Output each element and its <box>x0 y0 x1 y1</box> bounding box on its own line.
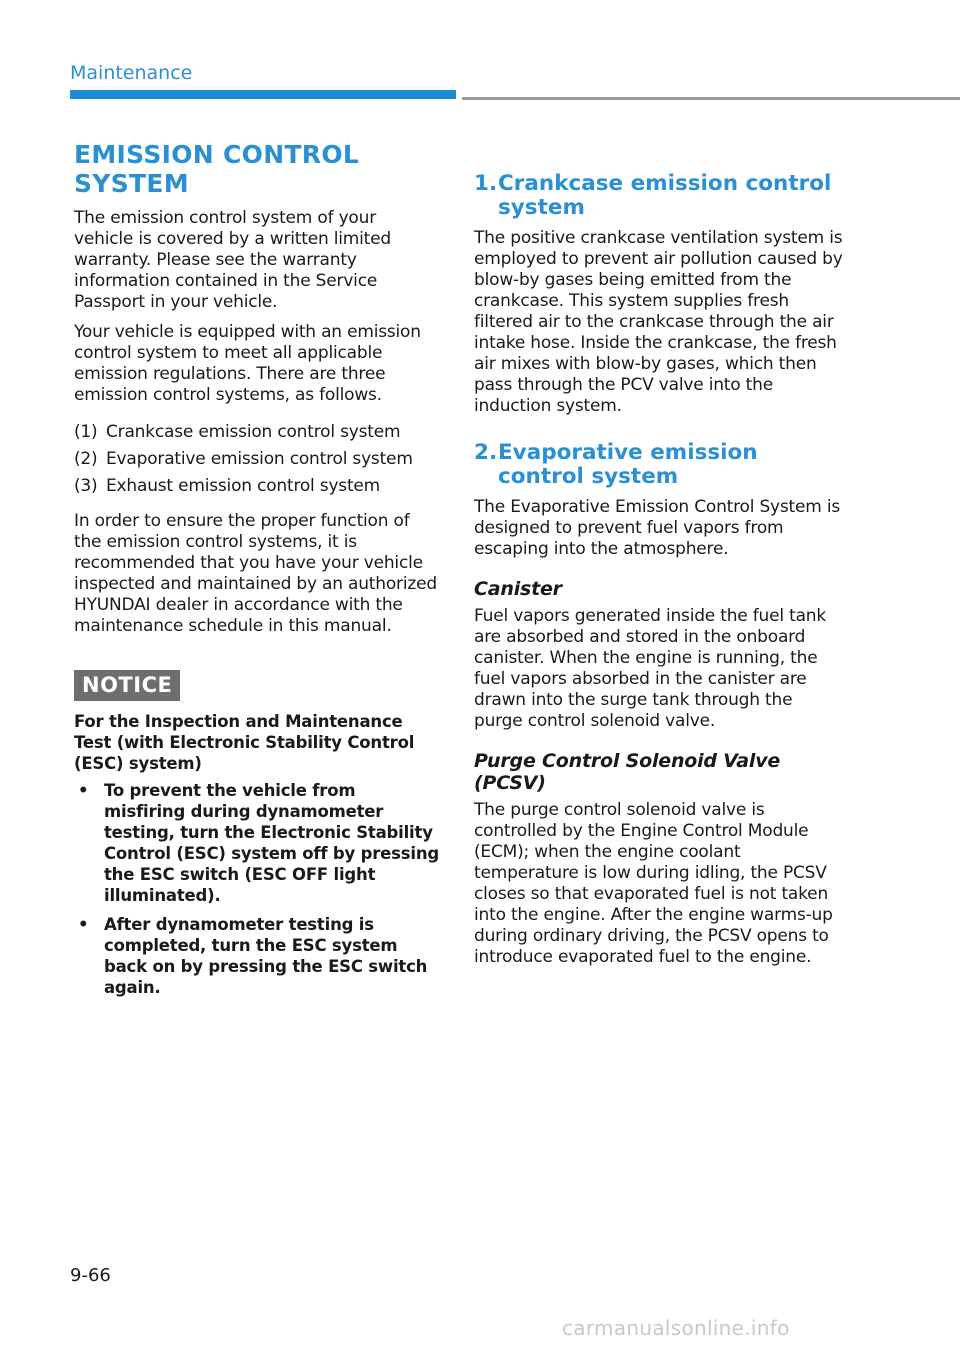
crankcase-paragraph: The positive crankcase ventilation system is employed to prevent air pollution caused by blow-by gases being emitted from the crankcase. This system supplies fresh filtered air to the crankcase through the air intake hose. Inside the crankcase, the fresh air mixes with blow-by gases, which then pass through the PCV valve into the induction system. <box>474 228 843 416</box>
list-item: • After dynamometer testing is completed, turn the ESC system back on by pressing the ESC switch again. <box>74 914 440 998</box>
notice-heading: For the Inspection and Maintenance Test (with Electronic Stability Control (ESC) system) <box>74 712 415 773</box>
notice-badge: NOTICE <box>74 670 180 701</box>
header-accent-bar <box>70 90 456 99</box>
pcsv-heading: Purge Control Solenoid Valve (PCSV) <box>474 750 781 794</box>
list-item: • To prevent the vehicle from misfiring during dynamometer testing, turn the Electronic Stability Control (ESC) system off by pressing the ESC switch (ESC OFF light illuminated). <box>74 780 440 906</box>
list-item: (3) Exhaust emission control system <box>74 476 381 496</box>
page-number: 9-66 <box>70 1265 111 1286</box>
equipment-paragraph: Your vehicle is equipped with an emission control system to meet all applicable emission regulations. There are three emission control systems, as follows. <box>74 322 421 405</box>
list-item: (1) Crankcase emission control system <box>74 422 401 442</box>
section-title: EMISSION CONTROL SYSTEM <box>74 140 360 198</box>
notice-bullets <box>74 780 440 998</box>
evaporative-heading: 2. Evaporative emission control system <box>474 440 758 489</box>
crankcase-heading: 1. Crankcase emission control system <box>474 171 832 220</box>
intro-paragraph: The emission control system of your vehicle is covered by a written limited warranty. Please see the warranty information contained in the Service Passport in your vehicle. <box>74 208 391 312</box>
emission-systems-list <box>74 422 440 497</box>
pcsv-paragraph: The purge control solenoid valve is controlled by the Engine Control Module (ECM); when the engine coolant temperature is low during idling, the PCSV closes so that evaporated fuel is not taken into the engine. After the engine warms-up during ordinary driving, the PCSV opens to introduce evaporated fuel to the engine. <box>474 800 833 967</box>
header-rule <box>462 97 960 100</box>
evaporative-paragraph: The Evaporative Emission Control System is designed to prevent fuel vapors from escaping into the atmosphere. <box>474 497 841 559</box>
bullet-icon: • <box>78 915 89 934</box>
list-item: (2) Evaporative emission control system <box>74 449 413 469</box>
right-column <box>474 172 844 977</box>
header-title: Maintenance <box>70 62 193 84</box>
watermark: carmanualsonline.info <box>562 1316 790 1340</box>
canister-heading: Canister <box>474 578 562 600</box>
left-column <box>74 140 440 1006</box>
canister-paragraph: Fuel vapors generated inside the fuel tank are absorbed and stored in the onboard canister. When the engine is running, the fuel vapors absorbed in the canister are drawn into the surge tank through the purge control solenoid valve. <box>474 606 827 731</box>
recommendation-paragraph: In order to ensure the proper function of the emission control systems, it is recommended that you have your vehicle inspected and maintained by an authorized HYUNDAI dealer in accordance with the maintenance schedule in this manual. <box>74 511 437 636</box>
bullet-icon: • <box>78 781 89 800</box>
